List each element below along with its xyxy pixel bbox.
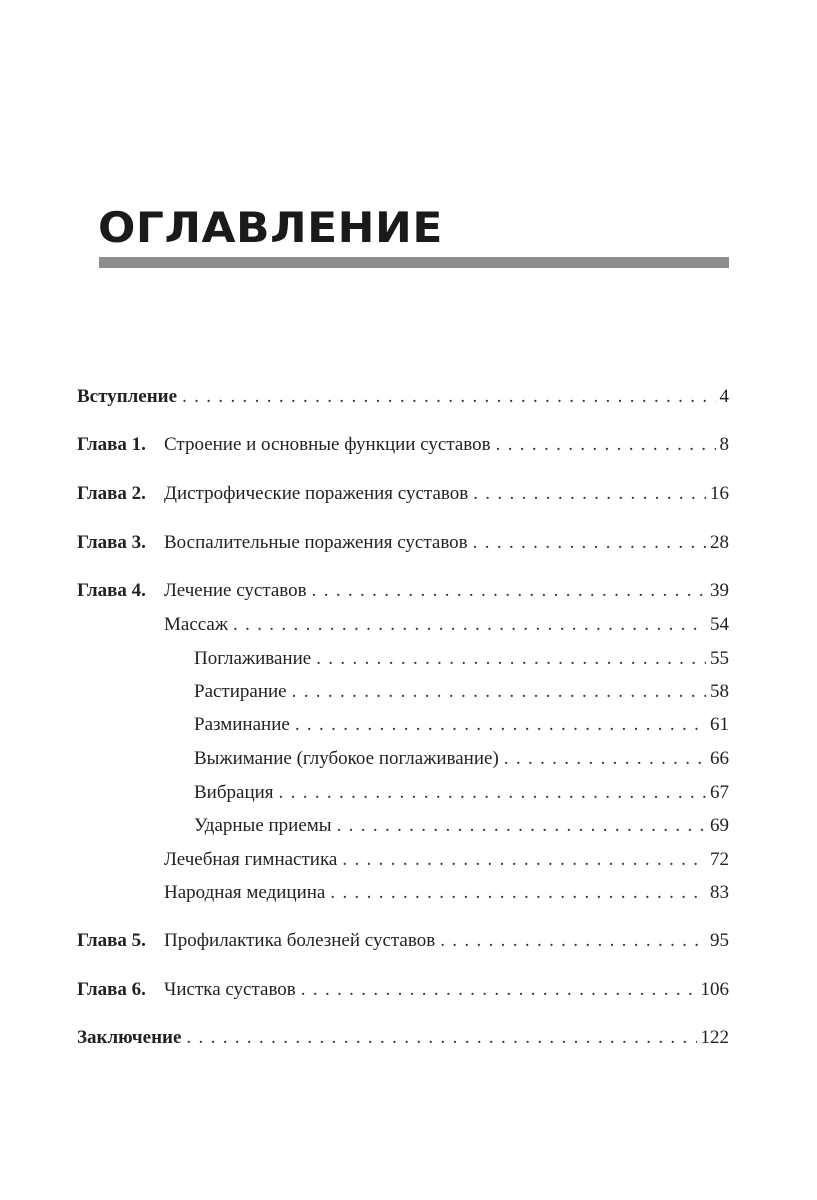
toc-page-number: 28	[710, 532, 729, 553]
dot-leader	[279, 776, 706, 810]
toc-entry-title: Лечение суставов	[164, 580, 307, 601]
dot-leader	[301, 973, 697, 1007]
toc-entry-title: Ударные приемы	[194, 815, 332, 836]
dot-leader	[292, 675, 706, 709]
toc-entry-title: Строение и основные функции суставов	[164, 434, 491, 455]
toc-page-number: 16	[710, 483, 729, 504]
toc-entry-label: Заключение	[77, 1027, 182, 1048]
toc-entry-chapter-3	[77, 526, 729, 560]
toc-chapter-label: Глава 3.	[77, 532, 146, 553]
toc-chapter-label: Глава 1.	[77, 434, 146, 455]
toc-chapter-label: Глава 5.	[77, 930, 146, 951]
toc-chapter-label: Глава 6.	[77, 979, 146, 1000]
toc-page-number: 8	[719, 434, 729, 455]
toc-entry-title: Лечебная гимнастика	[164, 849, 338, 870]
toc-entry-chapter-5	[77, 924, 729, 958]
dot-leader	[496, 428, 716, 462]
toc-page-number: 67	[710, 782, 729, 803]
toc-entry-title: Профилактика болезней суставов	[164, 930, 436, 951]
toc-entry-squeezing	[77, 742, 729, 776]
toc-entry-conclusion	[77, 1021, 729, 1055]
toc-entry-kneading	[77, 708, 729, 742]
toc-entry-chapter-1	[77, 428, 729, 462]
toc-page-number: 72	[710, 849, 729, 870]
toc-entry-folk-medicine	[77, 876, 729, 910]
dot-leader	[473, 526, 706, 560]
toc-page-number: 55	[710, 648, 729, 669]
toc-entry-title: Дистрофические поражения суставов	[164, 483, 469, 504]
dot-leader	[330, 876, 706, 910]
toc-entry-title: Народная медицина	[164, 882, 326, 903]
toc-page-number: 83	[710, 882, 729, 903]
toc-entry-vibration	[77, 776, 729, 810]
toc-entry-chapter-6	[77, 973, 729, 1007]
toc-entry-massage	[77, 608, 729, 642]
dot-leader	[182, 380, 715, 414]
toc-entry-title: Массаж	[164, 614, 228, 635]
toc-entry-stroking	[77, 642, 729, 676]
toc-page-number: 66	[710, 748, 729, 769]
toc-entry-rubbing	[77, 675, 729, 709]
toc-entry-chapter-4	[77, 574, 729, 608]
toc-entry-label: Вступление	[77, 386, 178, 407]
dot-leader	[316, 642, 706, 676]
toc-entry-title: Разминание	[194, 714, 290, 735]
toc-entry-title: Поглаживание	[194, 648, 312, 669]
toc-page-number: 95	[710, 930, 729, 951]
toc-entry-title: Вибрация	[194, 782, 274, 803]
title-underline-bar	[99, 257, 729, 268]
toc-entry-title: Выжимание (глубокое поглаживание)	[194, 748, 499, 769]
dot-leader	[233, 608, 706, 642]
dot-leader	[312, 574, 706, 608]
toc-page-number: 106	[700, 979, 729, 1000]
dot-leader	[295, 708, 706, 742]
dot-leader	[186, 1021, 696, 1055]
toc-entry-chapter-2	[77, 477, 729, 511]
toc-entry-intro	[77, 380, 729, 414]
toc-page-number: 122	[700, 1027, 729, 1048]
toc-entry-title: Растирание	[194, 681, 287, 702]
toc-chapter-label: Глава 2.	[77, 483, 146, 504]
toc-page-number: 4	[719, 386, 729, 407]
dot-leader	[337, 809, 706, 843]
toc-page-number: 69	[710, 815, 729, 836]
toc-entry-percussion	[77, 809, 729, 843]
toc-page-number: 58	[710, 681, 729, 702]
toc-entry-gymnastics	[77, 843, 729, 877]
dot-leader	[440, 924, 706, 958]
page-title: ОГЛАВЛЕНИЕ	[98, 204, 443, 253]
toc-page-number: 61	[710, 714, 729, 735]
toc-entry-title: Воспалительные поражения суставов	[164, 532, 468, 553]
toc-page-number: 54	[710, 614, 729, 635]
toc-chapter-label: Глава 4.	[77, 580, 146, 601]
dot-leader	[342, 843, 706, 877]
toc-page-number: 39	[710, 580, 729, 601]
toc-entry-title: Чистка суставов	[164, 979, 296, 1000]
dot-leader	[473, 477, 706, 511]
dot-leader	[504, 742, 706, 776]
